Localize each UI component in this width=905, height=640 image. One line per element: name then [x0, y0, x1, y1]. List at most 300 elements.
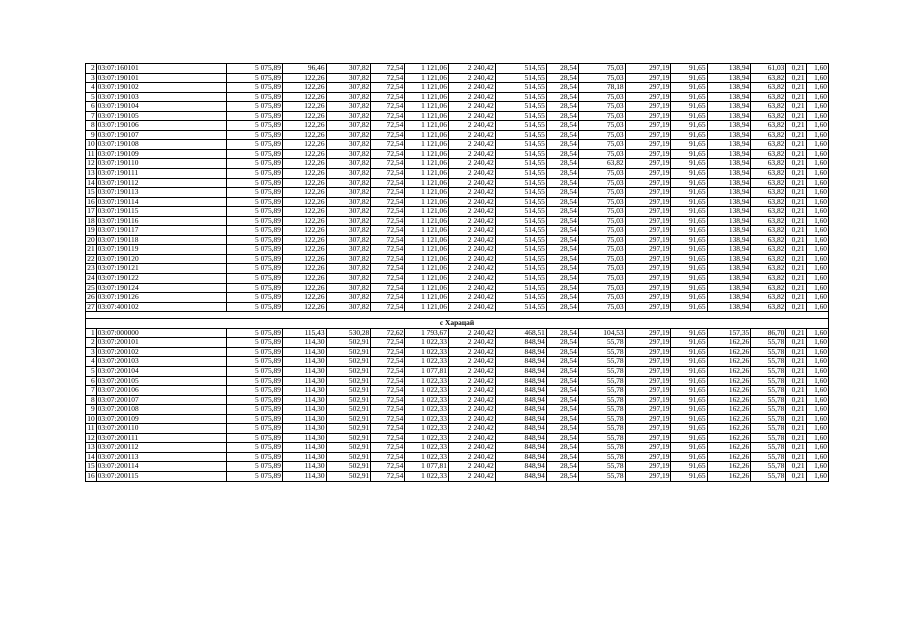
value-cell: 514,55 [495, 140, 546, 150]
row-number: 16 [87, 471, 95, 480]
table-row [86, 347, 829, 357]
value-cell: 63,82 [751, 264, 786, 274]
value-cell: 91,65 [671, 338, 707, 348]
value-cell: 0,21 [786, 140, 806, 150]
value-cell: 307,82 [326, 274, 371, 284]
value-cell: 514,55 [495, 169, 546, 179]
value-cell: 55,78 [578, 386, 625, 396]
value-cell: 848,94 [495, 414, 546, 424]
value-cell: 848,94 [495, 366, 546, 376]
value-cell: 28,54 [546, 264, 578, 274]
value-cell: 162,26 [707, 357, 751, 367]
value-cell: 75,03 [578, 140, 625, 150]
value-cell: 91,65 [671, 245, 707, 255]
value-cell: 1,60 [806, 102, 828, 112]
row-number: 3 [86, 73, 97, 83]
value-cell: 0,21 [786, 149, 806, 159]
value-cell: 72,54 [371, 433, 405, 443]
value-cell: 63,82 [751, 121, 786, 131]
value-cell: 28,54 [546, 130, 578, 140]
value-cell: 28,54 [546, 159, 578, 169]
value-cell: 114,30 [282, 452, 326, 462]
value-cell: 514,55 [495, 121, 546, 131]
value-cell: 1,60 [806, 149, 828, 159]
value-cell: 72,62 [371, 328, 405, 338]
value-cell: 2 240,42 [448, 197, 495, 207]
value-cell: 1,60 [806, 328, 828, 338]
value-cell: 72,54 [371, 83, 405, 93]
value-cell: 297,19 [625, 197, 671, 207]
value-cell: 63,82 [751, 130, 786, 140]
value-cell: 848,94 [495, 424, 546, 434]
value-cell: 297,19 [625, 376, 671, 386]
value-cell: 5 075,89 [226, 121, 282, 131]
value-cell: 55,78 [751, 471, 786, 481]
value-cell: 5 075,89 [226, 443, 282, 453]
value-cell: 307,82 [326, 111, 371, 121]
value-cell: 514,55 [495, 216, 546, 226]
value-cell: 0,21 [786, 169, 806, 179]
value-cell: 138,94 [707, 159, 751, 169]
value-cell: 72,54 [371, 462, 405, 472]
cadastral-code: 03:07:190101 [96, 73, 226, 83]
value-cell: 1 121,06 [405, 226, 449, 236]
value-cell: 114,30 [282, 443, 326, 453]
value-cell: 28,54 [546, 386, 578, 396]
value-cell: 514,55 [495, 73, 546, 83]
value-cell: 63,82 [578, 159, 625, 169]
cadastral-code: 03:07:200102 [96, 347, 226, 357]
value-cell: 55,78 [751, 386, 786, 396]
cadastral-code: 03:07:190116 [96, 216, 226, 226]
cadastral-code: 03:07:200101 [96, 338, 226, 348]
value-cell: 1,60 [806, 73, 828, 83]
value-cell: 0,21 [786, 111, 806, 121]
value-cell: 297,19 [625, 462, 671, 472]
value-cell: 0,21 [786, 130, 806, 140]
value-cell: 55,78 [751, 366, 786, 376]
value-cell: 5 075,89 [226, 293, 282, 303]
value-cell: 1 022,33 [405, 347, 449, 357]
value-cell: 502,91 [326, 347, 371, 357]
value-cell: 297,19 [625, 64, 671, 74]
value-cell: 114,30 [282, 405, 326, 415]
value-cell: 122,26 [282, 245, 326, 255]
value-cell: 468,51 [495, 328, 546, 338]
value-cell: 91,65 [671, 111, 707, 121]
value-cell: 72,54 [371, 111, 405, 121]
value-cell: 1,60 [806, 264, 828, 274]
value-cell: 1,60 [806, 338, 828, 348]
value-cell: 1,60 [806, 140, 828, 150]
value-cell: 55,78 [578, 338, 625, 348]
value-cell: 5 075,89 [226, 92, 282, 102]
value-cell: 122,26 [282, 83, 326, 93]
value-cell: 0,21 [786, 302, 806, 312]
value-cell: 122,26 [282, 121, 326, 131]
table-row [86, 92, 829, 102]
value-cell: 63,82 [751, 283, 786, 293]
value-cell: 28,54 [546, 64, 578, 74]
value-cell: 91,65 [671, 264, 707, 274]
value-cell: 114,30 [282, 338, 326, 348]
value-cell: 297,19 [625, 293, 671, 303]
value-cell: 138,94 [707, 73, 751, 83]
cadastral-code: 03:07:190124 [96, 283, 226, 293]
table-row [86, 254, 829, 264]
value-cell: 0,21 [786, 405, 806, 415]
value-cell: 2 240,42 [448, 130, 495, 140]
value-cell: 72,54 [371, 347, 405, 357]
value-cell: 1,60 [806, 130, 828, 140]
value-cell: 55,78 [751, 347, 786, 357]
value-cell: 5 075,89 [226, 149, 282, 159]
row-number: 2 [86, 64, 97, 74]
value-cell: 72,54 [371, 102, 405, 112]
value-cell: 72,54 [371, 169, 405, 179]
value-cell: 72,54 [371, 443, 405, 453]
value-cell: 28,54 [546, 92, 578, 102]
value-cell: 297,19 [625, 111, 671, 121]
value-cell: 2 240,42 [448, 264, 495, 274]
value-cell: 0,21 [786, 357, 806, 367]
cadastral-code: 03:07:190107 [96, 130, 226, 140]
value-cell: 28,54 [546, 293, 578, 303]
table-row [86, 111, 829, 121]
value-cell: 307,82 [326, 302, 371, 312]
cadastral-code: 03:07:190122 [96, 274, 226, 284]
value-cell: 91,65 [671, 357, 707, 367]
value-cell: 63,82 [751, 293, 786, 303]
value-cell: 55,78 [751, 395, 786, 405]
value-cell: 63,82 [751, 159, 786, 169]
value-cell: 0,21 [786, 73, 806, 83]
value-cell: 138,94 [707, 245, 751, 255]
cadastral-code: 03:07:200105 [96, 376, 226, 386]
value-cell: 514,55 [495, 188, 546, 198]
value-cell: 91,65 [671, 462, 707, 472]
row-number: 12 [87, 433, 95, 442]
value-cell: 122,26 [282, 149, 326, 159]
value-cell: 28,54 [546, 283, 578, 293]
value-cell: 1 121,06 [405, 235, 449, 245]
value-cell: 297,19 [625, 226, 671, 236]
value-cell: 1 121,06 [405, 197, 449, 207]
value-cell: 28,54 [546, 395, 578, 405]
value-cell: 514,55 [495, 130, 546, 140]
value-cell: 297,19 [625, 245, 671, 255]
value-cell: 307,82 [326, 245, 371, 255]
row-number: 14 [87, 452, 95, 461]
value-cell: 122,26 [282, 235, 326, 245]
value-cell: 5 075,89 [226, 462, 282, 472]
value-cell: 1,60 [806, 121, 828, 131]
value-cell: 28,54 [546, 226, 578, 236]
value-cell: 91,65 [671, 405, 707, 415]
value-cell: 72,54 [371, 178, 405, 188]
value-cell: 55,78 [751, 433, 786, 443]
value-cell: 138,94 [707, 178, 751, 188]
cadastral-code: 03:07:190115 [96, 207, 226, 217]
section-2-body [86, 328, 829, 481]
section-1-body [86, 64, 829, 312]
value-cell: 122,26 [282, 226, 326, 236]
value-cell: 0,21 [786, 366, 806, 376]
table-row [86, 178, 829, 188]
value-cell: 28,54 [546, 178, 578, 188]
value-cell: 28,54 [546, 366, 578, 376]
value-cell: 114,30 [282, 376, 326, 386]
value-cell: 122,26 [282, 92, 326, 102]
value-cell: 0,21 [786, 433, 806, 443]
value-cell: 297,19 [625, 357, 671, 367]
value-cell: 1 121,06 [405, 64, 449, 74]
value-cell: 848,94 [495, 347, 546, 357]
value-cell: 75,03 [578, 226, 625, 236]
table-row [86, 140, 829, 150]
value-cell: 0,21 [786, 471, 806, 481]
value-cell: 55,78 [578, 376, 625, 386]
row-number: 3 [86, 347, 97, 357]
value-cell: 114,30 [282, 395, 326, 405]
value-cell: 297,19 [625, 207, 671, 217]
value-cell: 91,65 [671, 302, 707, 312]
value-cell: 1,60 [806, 386, 828, 396]
value-cell: 5 075,89 [226, 207, 282, 217]
value-cell: 28,54 [546, 197, 578, 207]
value-cell: 75,03 [578, 121, 625, 131]
value-cell: 114,30 [282, 347, 326, 357]
value-cell: 1 121,06 [405, 188, 449, 198]
value-cell: 28,54 [546, 235, 578, 245]
value-cell: 63,82 [751, 140, 786, 150]
value-cell: 514,55 [495, 83, 546, 93]
value-cell: 2 240,42 [448, 83, 495, 93]
value-cell: 91,65 [671, 149, 707, 159]
value-cell: 55,78 [578, 424, 625, 434]
value-cell: 2 240,42 [448, 386, 495, 396]
value-cell: 162,26 [707, 366, 751, 376]
value-cell: 1 077,81 [405, 462, 449, 472]
value-cell: 91,65 [671, 235, 707, 245]
value-cell: 848,94 [495, 452, 546, 462]
value-cell: 5 075,89 [226, 357, 282, 367]
value-cell: 138,94 [707, 149, 751, 159]
value-cell: 55,78 [578, 462, 625, 472]
row-number: 1 [86, 328, 97, 338]
value-cell: 0,21 [786, 293, 806, 303]
value-cell: 91,65 [671, 386, 707, 396]
value-cell: 75,03 [578, 92, 625, 102]
value-cell: 72,54 [371, 207, 405, 217]
value-cell: 55,78 [751, 405, 786, 415]
value-cell: 28,54 [546, 433, 578, 443]
value-cell: 5 075,89 [226, 169, 282, 179]
value-cell: 91,65 [671, 283, 707, 293]
row-number: 10 [87, 139, 95, 149]
value-cell: 1,60 [806, 443, 828, 453]
value-cell: 1 121,06 [405, 178, 449, 188]
table-row [86, 462, 829, 472]
value-cell: 1,60 [806, 207, 828, 217]
cadastral-code: 03:07:200111 [96, 433, 226, 443]
value-cell: 75,03 [578, 274, 625, 284]
value-cell: 91,65 [671, 328, 707, 338]
value-cell: 122,26 [282, 188, 326, 198]
value-cell: 307,82 [326, 293, 371, 303]
value-cell: 138,94 [707, 207, 751, 217]
value-cell: 162,26 [707, 405, 751, 415]
value-cell: 297,19 [625, 188, 671, 198]
value-cell: 848,94 [495, 386, 546, 396]
value-cell: 2 240,42 [448, 159, 495, 169]
value-cell: 514,55 [495, 235, 546, 245]
section-2-header [86, 319, 829, 329]
row-number: 2 [86, 338, 97, 348]
value-cell: 5 075,89 [226, 366, 282, 376]
value-cell: 91,65 [671, 433, 707, 443]
value-cell: 297,19 [625, 328, 671, 338]
value-cell: 297,19 [625, 159, 671, 169]
value-cell: 28,54 [546, 302, 578, 312]
value-cell: 28,54 [546, 471, 578, 481]
value-cell: 1 022,33 [405, 386, 449, 396]
value-cell: 1 121,06 [405, 92, 449, 102]
value-cell: 0,21 [786, 376, 806, 386]
value-cell: 55,78 [578, 366, 625, 376]
value-cell: 28,54 [546, 405, 578, 415]
value-cell: 307,82 [326, 254, 371, 264]
value-cell: 514,55 [495, 293, 546, 303]
value-cell: 530,28 [326, 328, 371, 338]
table-row [86, 235, 829, 245]
value-cell: 138,94 [707, 283, 751, 293]
table-row [86, 274, 829, 284]
value-cell: 63,82 [751, 102, 786, 112]
value-cell: 63,82 [751, 73, 786, 83]
value-cell: 5 075,89 [226, 328, 282, 338]
table-row [86, 433, 829, 443]
row-number: 7 [86, 386, 97, 396]
value-cell: 307,82 [326, 83, 371, 93]
value-cell: 28,54 [546, 216, 578, 226]
value-cell: 307,82 [326, 226, 371, 236]
value-cell: 1,60 [806, 471, 828, 481]
value-cell: 75,03 [578, 197, 625, 207]
cadastral-code: 03:07:190121 [96, 264, 226, 274]
cadastral-code: 03:07:190103 [96, 92, 226, 102]
value-cell: 28,54 [546, 188, 578, 198]
value-cell: 2 240,42 [448, 395, 495, 405]
value-cell: 1,60 [806, 414, 828, 424]
value-cell: 0,21 [786, 347, 806, 357]
table-row [86, 471, 829, 481]
value-cell: 91,65 [671, 207, 707, 217]
value-cell: 0,21 [786, 102, 806, 112]
value-cell: 72,54 [371, 414, 405, 424]
value-cell: 514,55 [495, 254, 546, 264]
value-cell: 72,54 [371, 64, 405, 74]
table-row [86, 121, 829, 131]
table-row [86, 357, 829, 367]
value-cell: 122,26 [282, 197, 326, 207]
value-cell: 122,26 [282, 283, 326, 293]
value-cell: 1,60 [806, 111, 828, 121]
value-cell: 514,55 [495, 226, 546, 236]
value-cell: 122,26 [282, 111, 326, 121]
value-cell: 0,21 [786, 226, 806, 236]
table-row [86, 64, 829, 74]
value-cell: 75,03 [578, 178, 625, 188]
value-cell: 75,03 [578, 293, 625, 303]
value-cell: 1,60 [806, 452, 828, 462]
value-cell: 28,54 [546, 254, 578, 264]
row-number: 18 [87, 216, 95, 225]
value-cell: 2 240,42 [448, 92, 495, 102]
value-cell: 514,55 [495, 264, 546, 274]
value-cell: 162,26 [707, 338, 751, 348]
value-cell: 55,78 [578, 433, 625, 443]
value-cell: 75,03 [578, 102, 625, 112]
value-cell: 0,21 [786, 178, 806, 188]
value-cell: 72,54 [371, 254, 405, 264]
value-cell: 297,19 [625, 338, 671, 348]
value-cell: 55,78 [751, 338, 786, 348]
value-cell: 63,82 [751, 149, 786, 159]
data-table [85, 63, 829, 482]
value-cell: 28,54 [546, 462, 578, 472]
value-cell: 72,54 [371, 395, 405, 405]
value-cell: 122,26 [282, 140, 326, 150]
value-cell: 1 022,33 [405, 433, 449, 443]
cadastral-code: 03:07:200106 [96, 386, 226, 396]
value-cell: 1 121,06 [405, 149, 449, 159]
value-cell: 2 240,42 [448, 376, 495, 386]
table-row [86, 414, 829, 424]
row-number: 13 [87, 442, 95, 452]
value-cell: 1,60 [806, 274, 828, 284]
value-cell: 72,54 [371, 376, 405, 386]
value-cell: 1 022,33 [405, 405, 449, 415]
value-cell: 1,60 [806, 462, 828, 472]
value-cell: 91,65 [671, 254, 707, 264]
value-cell: 72,54 [371, 130, 405, 140]
value-cell: 91,65 [671, 216, 707, 226]
cadastral-code: 03:07:160101 [96, 64, 226, 74]
row-number: 15 [87, 187, 95, 197]
value-cell: 297,19 [625, 149, 671, 159]
value-cell: 122,26 [282, 254, 326, 264]
value-cell: 63,82 [751, 207, 786, 217]
value-cell: 0,21 [786, 121, 806, 131]
value-cell: 1 793,67 [405, 328, 449, 338]
value-cell: 0,21 [786, 386, 806, 396]
value-cell: 122,26 [282, 169, 326, 179]
value-cell: 1,60 [806, 283, 828, 293]
value-cell: 502,91 [326, 471, 371, 481]
value-cell: 63,82 [751, 178, 786, 188]
cadastral-code: 03:07:200103 [96, 357, 226, 367]
value-cell: 72,54 [371, 386, 405, 396]
table-row [86, 226, 829, 236]
value-cell: 2 240,42 [448, 254, 495, 264]
value-cell: 91,65 [671, 197, 707, 207]
cadastral-code: 03:07:400102 [96, 302, 226, 312]
value-cell: 86,70 [751, 328, 786, 338]
table-row [86, 405, 829, 415]
value-cell: 1,60 [806, 64, 828, 74]
row-number: 19 [87, 225, 95, 235]
